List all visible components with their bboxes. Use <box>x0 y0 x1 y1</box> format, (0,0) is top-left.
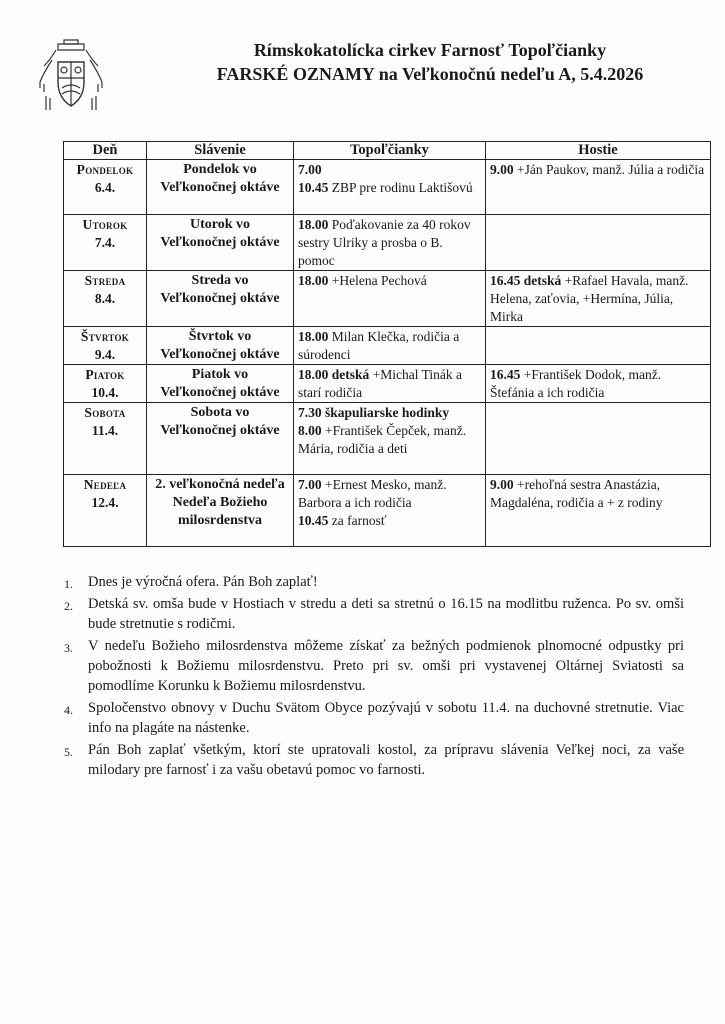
celebration-cell <box>147 475 294 547</box>
day-cell <box>64 403 147 475</box>
list-number: 1. <box>64 577 73 591</box>
celebration-cell <box>147 160 294 215</box>
day-cell <box>64 160 147 215</box>
celebration-line: Utorok vo <box>189 217 251 232</box>
mass-intention: +Michal Tinák a starí rodičia <box>298 367 466 400</box>
day-date: 6.4. <box>94 180 116 195</box>
mass-entry <box>490 476 706 512</box>
day-cell <box>64 271 147 327</box>
celebration-line: Veľkonočnej oktáve <box>160 180 280 195</box>
table-row <box>64 271 711 327</box>
day-name: Pondelok <box>76 162 134 177</box>
announcement-text: Detská sv. omša bude v Hostiach v stredu a deti sa stretnú o 16.15 na modlitbu ruženca. Po sv. omši bude stretnutie s rodičmi. <box>88 596 684 632</box>
announcement-text: Dnes je výročná ofera. Pán Boh zaplať! <box>88 574 318 590</box>
day-name: Utorok <box>82 217 128 232</box>
list-number: 5. <box>64 745 73 759</box>
celebration-line: Veľkonočnej oktáve <box>160 291 280 306</box>
celebration-line: Sobota vo <box>190 405 250 420</box>
hostie-cell <box>486 475 711 547</box>
table-row <box>64 475 711 547</box>
mass-entry <box>490 272 706 326</box>
announcement-text: Spoločenstvo obnovy v Duchu Svätom Obyce pozývajú v sobotu 11.4. na duchovné stretnutie. Viac info na plagáte na nástenke. <box>88 700 684 736</box>
mass-time: 10.45 <box>298 513 329 528</box>
mass-intention: +Ernest Mesko, manž. Barbora a ich rodičia <box>298 477 450 510</box>
celebration-cell <box>147 215 294 271</box>
celebration-line: Piatok vo <box>191 367 249 382</box>
mass-entry <box>298 366 481 402</box>
topolcianky-cell <box>294 160 486 215</box>
announcement-title: FARSKÉ OZNAMY na Veľkonočnú nedeľu A, 5.4.2026 <box>216 64 644 84</box>
mass-entry <box>298 272 481 290</box>
mass-time: 10.45 <box>298 180 329 195</box>
mass-intention: +rehoľná sestra Anastázia, Magdaléna, rodičia a + z rodiny <box>490 477 664 510</box>
page-header <box>150 38 710 86</box>
table-row <box>64 160 711 215</box>
table-row <box>64 215 711 271</box>
hostie-cell <box>486 160 711 215</box>
hostie-cell <box>486 271 711 327</box>
hostie-cell <box>486 327 711 365</box>
celebration-line: Veľkonočnej oktáve <box>160 347 280 362</box>
topolcianky-cell <box>294 215 486 271</box>
mass-time: 18.00 detská <box>298 367 370 382</box>
day-date: 8.4. <box>94 291 116 306</box>
hostie-cell <box>486 215 711 271</box>
mass-intention: Poďakovanie za 40 rokov sestry Ulriky a prosba o B. pomoc <box>298 217 474 268</box>
celebration-line: 2. veľkonočná nedeľa <box>155 477 285 492</box>
celebration-cell <box>147 365 294 403</box>
mass-intention: +Rafael Havala, manž. Helena, zaťovia, +Hermína, Júlia, Mirka <box>490 273 692 324</box>
celebration-cell <box>147 403 294 475</box>
mass-intention: +František Dodok, manž. Štefánia a ich rodičia <box>490 367 665 400</box>
mass-entry <box>298 328 481 364</box>
day-name: Štvrtok <box>80 329 130 344</box>
mass-entry <box>298 476 481 512</box>
celebration-line: Pondelok vo <box>183 162 257 177</box>
parish-title: Rímskokatolícka cirkev Farnosť Topoľčianky <box>253 40 607 60</box>
mass-time: 9.00 <box>490 162 514 177</box>
day-cell <box>64 365 147 403</box>
announcement-text: Pán Boh zaplať všetkým, ktorí ste upratovali kostol, za prípravu slávenia Veľkej noci, za vaše milodary pre farnosť i za vašu obetavú pomoc vo farnosti. <box>88 742 684 778</box>
day-name: Piatok <box>85 367 125 382</box>
mass-entry <box>298 404 481 422</box>
mass-time: 9.00 <box>490 477 514 492</box>
table-row <box>64 327 711 365</box>
list-item <box>64 740 684 780</box>
day-name: Nedeľa <box>83 477 127 492</box>
mass-entry <box>298 179 481 197</box>
mass-intention: +Helena Pechová <box>328 273 427 288</box>
day-date: 10.4. <box>91 385 119 400</box>
mass-time: 18.00 <box>298 329 329 344</box>
table-row <box>64 365 711 403</box>
celebration-line: Veľkonočnej oktáve <box>160 385 280 400</box>
list-item <box>64 594 684 634</box>
day-date: 9.4. <box>94 347 116 362</box>
topolcianky-cell <box>294 327 486 365</box>
day-date: 12.4. <box>91 495 119 510</box>
celebration-cell <box>147 271 294 327</box>
mass-entry <box>298 216 481 270</box>
header-topolcianky: Topoľčianky <box>294 142 486 160</box>
celebration-cell <box>147 327 294 365</box>
celebration-line: Štvrtok vo <box>188 329 252 344</box>
mass-entry <box>298 512 481 530</box>
mass-time: 18.00 <box>298 273 329 288</box>
mass-time: 7.00 <box>298 477 322 492</box>
hostie-cell <box>486 403 711 475</box>
day-date: 11.4. <box>91 423 119 438</box>
table-header-row <box>64 142 711 160</box>
day-name: Streda <box>84 273 126 288</box>
mass-time: 18.00 <box>298 217 329 232</box>
mass-intention: za farnosť <box>328 513 387 528</box>
table-row <box>64 403 711 475</box>
announcement-text: V nedeľu Božieho milosrdenstva môžeme získať za bežných podmienok plnomocné odpustky pri pobožnosti k Božiemu milosrdenstvu. Preto pri sv. omši pri vystavenej Oltárnej Sviatosti sa pomodlíme Korunku k Božiemu milosrdenstvu. <box>88 638 684 694</box>
mass-entry <box>490 161 706 179</box>
celebration-line: Veľkonočnej oktáve <box>160 235 280 250</box>
header-day: Deň <box>64 142 147 160</box>
mass-entry <box>298 161 481 179</box>
hostie-cell <box>486 365 711 403</box>
mass-intention: ZBP pre rodinu Laktišovú <box>328 180 473 195</box>
mass-intention: +Ján Paukov, manž. Júlia a rodičia <box>513 162 705 177</box>
announcements-list <box>64 572 684 782</box>
list-item <box>64 636 684 696</box>
list-item <box>64 572 684 592</box>
mass-intention: +František Čepček, manž. Mária, rodičia a deti <box>298 423 470 456</box>
mass-entry <box>490 366 706 402</box>
day-cell <box>64 327 147 365</box>
list-number: 2. <box>64 599 73 613</box>
day-date: 7.4. <box>94 235 116 250</box>
list-item <box>64 698 684 738</box>
header-hostie: Hostie <box>486 142 711 160</box>
day-cell <box>64 215 147 271</box>
celebration-line: Nedeľa Božieho milosrdenstva <box>172 495 268 528</box>
mass-time: 7.00 <box>298 162 322 177</box>
topolcianky-cell <box>294 365 486 403</box>
mass-time: 16.45 <box>490 367 521 382</box>
topolcianky-cell <box>294 403 486 475</box>
topolcianky-cell <box>294 271 486 327</box>
celebration-line: Streda vo <box>191 273 249 288</box>
list-number: 4. <box>64 703 73 717</box>
mass-entry <box>298 422 481 458</box>
mass-intention: Milan Klečka, rodičia a súrodenci <box>298 329 463 362</box>
header-celebration: Slávenie <box>147 142 294 160</box>
celebration-line: Veľkonočnej oktáve <box>160 423 280 438</box>
mass-time: 7.30 škapuliarske hodinky <box>298 405 450 420</box>
mass-time: 8.00 <box>298 423 322 438</box>
mass-time: 16.45 detská <box>490 273 562 288</box>
list-number: 3. <box>64 641 73 655</box>
topolcianky-cell <box>294 475 486 547</box>
mass-schedule-table <box>63 141 711 547</box>
parish-crest-icon <box>36 38 106 118</box>
day-cell <box>64 475 147 547</box>
day-name: Sobota <box>84 405 126 420</box>
